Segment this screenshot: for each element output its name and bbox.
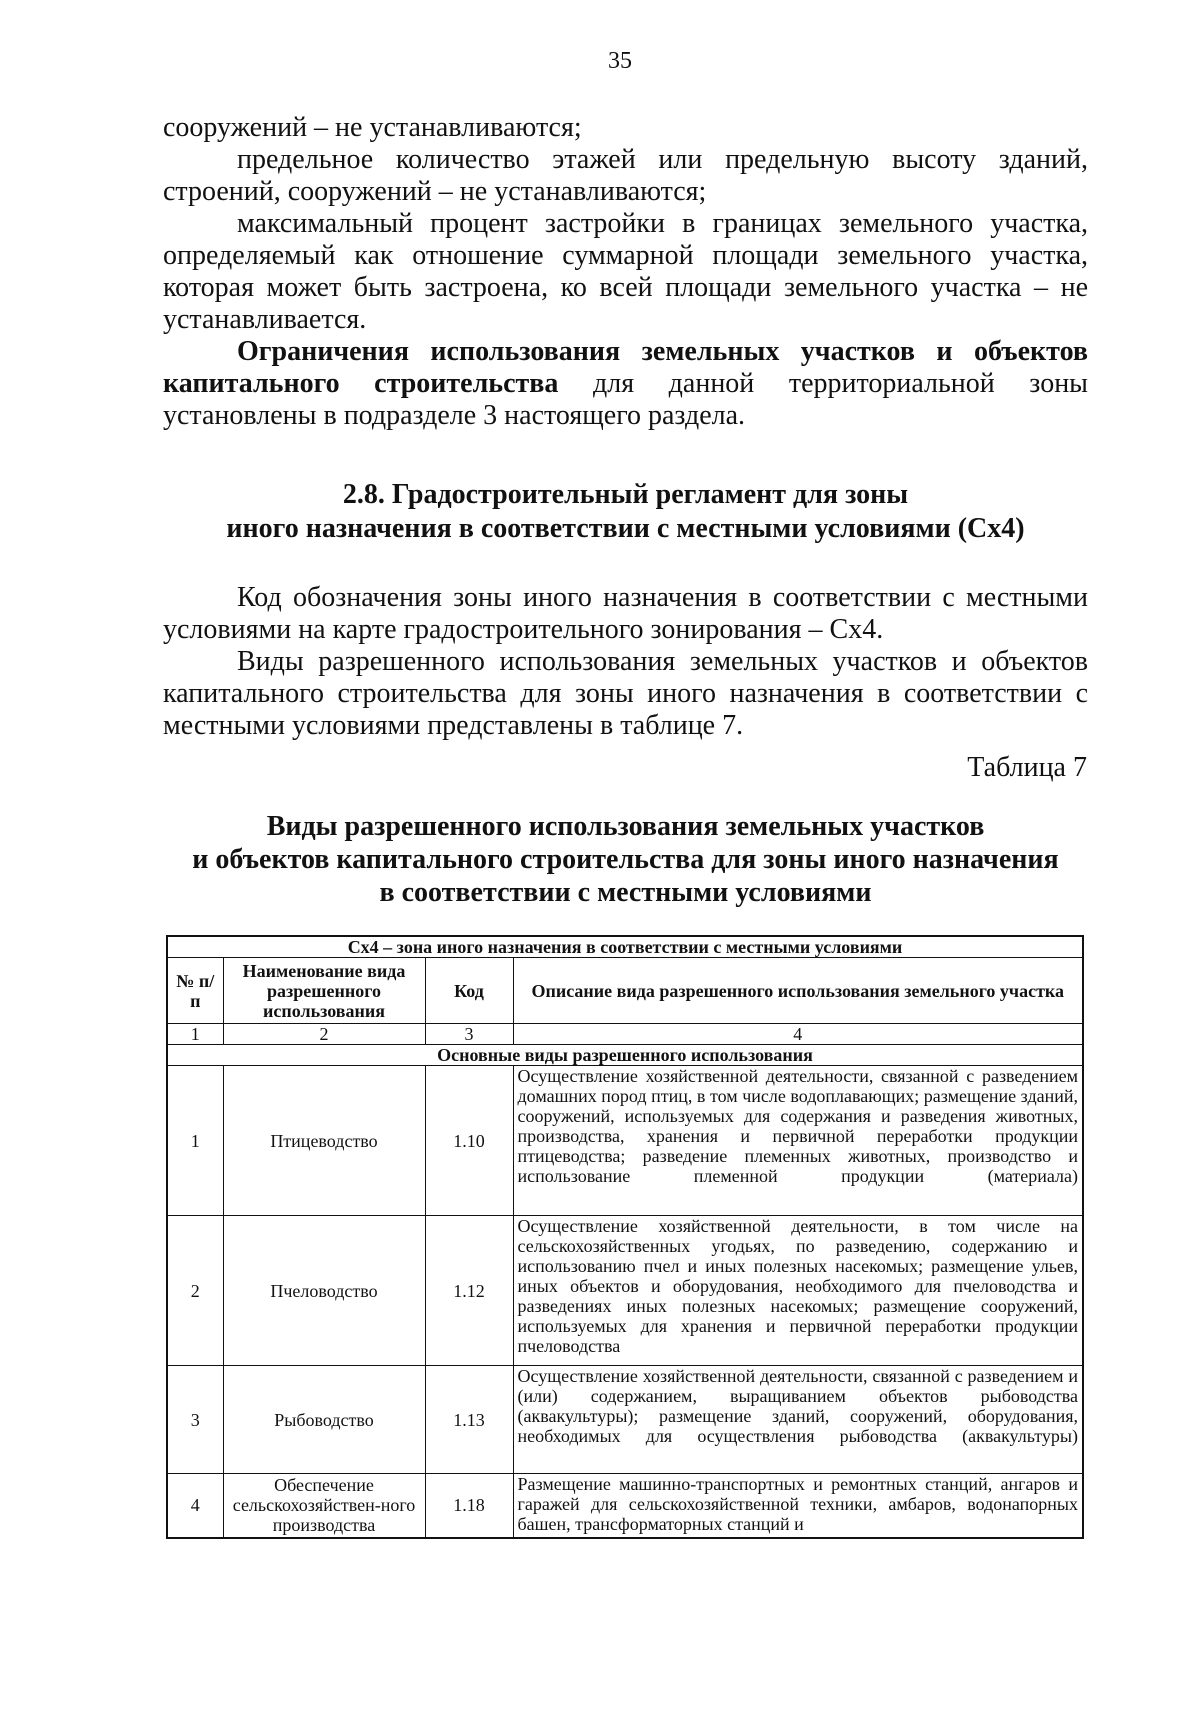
column-index-row <box>167 1024 1083 1045</box>
restrictions-rest: для данной территориальной зоны установлены в подразделе 3 настоящего раздела. <box>163 368 1088 431</box>
land-use-table <box>166 935 1084 1539</box>
table-row <box>167 1216 1083 1366</box>
row-name: Пчеловодство <box>223 1216 425 1366</box>
row-desc: Осуществление хозяйственной деятельности, связанной с разведением домашних пород птиц, в том числе водоплавающих; размещение зданий, сооружений, используемых для содержания и разведения животных, производства, хранения и первичной переработки продукции птицеводства; разведение племенных животных, производство и использование племенной продукции (материала) <box>513 1066 1083 1216</box>
table-row <box>167 1366 1083 1474</box>
intro-line: сооружений – не устанавливаются; <box>163 112 582 143</box>
floors-paragraph: предельное количество этажей или предельную высоту зданий, строений, сооружений – не устанавливаются; <box>163 144 1088 207</box>
row-name: Птицеводство <box>223 1066 425 1216</box>
row-num: 3 <box>167 1366 223 1474</box>
restrictions-bold: Ограничения использования земельных участков и объектов капитального строительства <box>163 336 1088 399</box>
section-title-line1: 2.8. Градостроительный регламент для зоны <box>342 479 909 510</box>
column-index: 1 <box>167 1024 223 1045</box>
column-index: 4 <box>513 1024 1083 1045</box>
zone-header: Сх4 – зона иного назначения в соответствии с местными условиями <box>167 936 1083 958</box>
percent-paragraph: максимальный процент застройки в границах земельного участка, определяемый как отношение суммарной площади земельного участка, которая может быть застроена, ко всей площади земельного участка – не устанавливается. <box>163 208 1088 335</box>
table-row <box>167 1066 1083 1216</box>
row-name: Обеспечение сельскохозяйствен-ного производства <box>223 1474 425 1538</box>
use-types-paragraph: Виды разрешенного использования земельных участков и объектов капитального строительства для зоны иного назначения в соответствии с местными условиями представлены в таблице 7. <box>163 646 1088 741</box>
column-index: 2 <box>223 1024 425 1045</box>
table-caption: Таблица 7 <box>967 752 1087 783</box>
row-num: 4 <box>167 1474 223 1538</box>
section-title <box>163 478 1088 546</box>
header-name: Наименование вида разрешенного использования <box>223 958 425 1024</box>
table-title-line2: и объектов капитального строительства для зоны иного назначения <box>192 844 1059 875</box>
group-header: Основные виды разрешенного использования <box>167 1045 1083 1066</box>
column-index: 3 <box>425 1024 513 1045</box>
header-code: Код <box>425 958 513 1024</box>
row-desc: Осуществление хозяйственной деятельности, связанной с разведением и (или) содержанием, выращиванием объектов рыбоводства (аквакультуры); размещение зданий, сооружений, оборудования, необходимых для осуществления рыбоводства (аквакультуры) <box>513 1366 1083 1474</box>
table-title-line3: в соответствии с местными условиями <box>379 877 872 908</box>
header-desc: Описание вида разрешенного использования земельного участка <box>513 958 1083 1024</box>
header-num: № п/п <box>167 958 223 1024</box>
zone-header-row <box>167 936 1083 958</box>
row-code: 1.13 <box>425 1366 513 1474</box>
row-desc: Размещение машинно-транспортных и ремонтных станций, ангаров и гаражей для сельскохозяйственной техники, амбаров, водонапорных башен, трансформаторных станций и <box>513 1474 1083 1538</box>
row-code: 1.18 <box>425 1474 513 1538</box>
section-text <box>163 582 1088 742</box>
section-title-line2: иного назначения в соответствии с местными условиями (Сх4) <box>226 513 1025 544</box>
column-header-row <box>167 958 1083 1024</box>
row-code: 1.12 <box>425 1216 513 1366</box>
row-name: Рыбоводство <box>223 1366 425 1474</box>
table-title-line1: Виды разрешенного использования земельных участков <box>266 811 985 842</box>
row-num: 1 <box>167 1066 223 1216</box>
table-row <box>167 1474 1083 1538</box>
group-header-row <box>167 1045 1083 1066</box>
intro-text <box>163 112 1088 432</box>
row-code: 1.10 <box>425 1066 513 1216</box>
page-number: 35 <box>608 48 632 74</box>
table-title <box>163 810 1088 909</box>
restrictions-paragraph <box>163 336 1088 432</box>
row-num: 2 <box>167 1216 223 1366</box>
zone-code-paragraph: Код обозначения зоны иного назначения в соответствии с местными условиями на карте градостроительного зонирования – Сх4. <box>163 582 1088 645</box>
row-desc: Осуществление хозяйственной деятельности, в том числе на сельскохозяйственных угодьях, по разведению, содержанию и использованию пчел и иных полезных насекомых; размещение ульев, иных объектов и оборудования, необходимого для пчеловодства и разведениях иных полезных насекомых; размещение сооружений, используемых для хранения и первичной переработки продукции пчеловодства <box>513 1216 1083 1366</box>
